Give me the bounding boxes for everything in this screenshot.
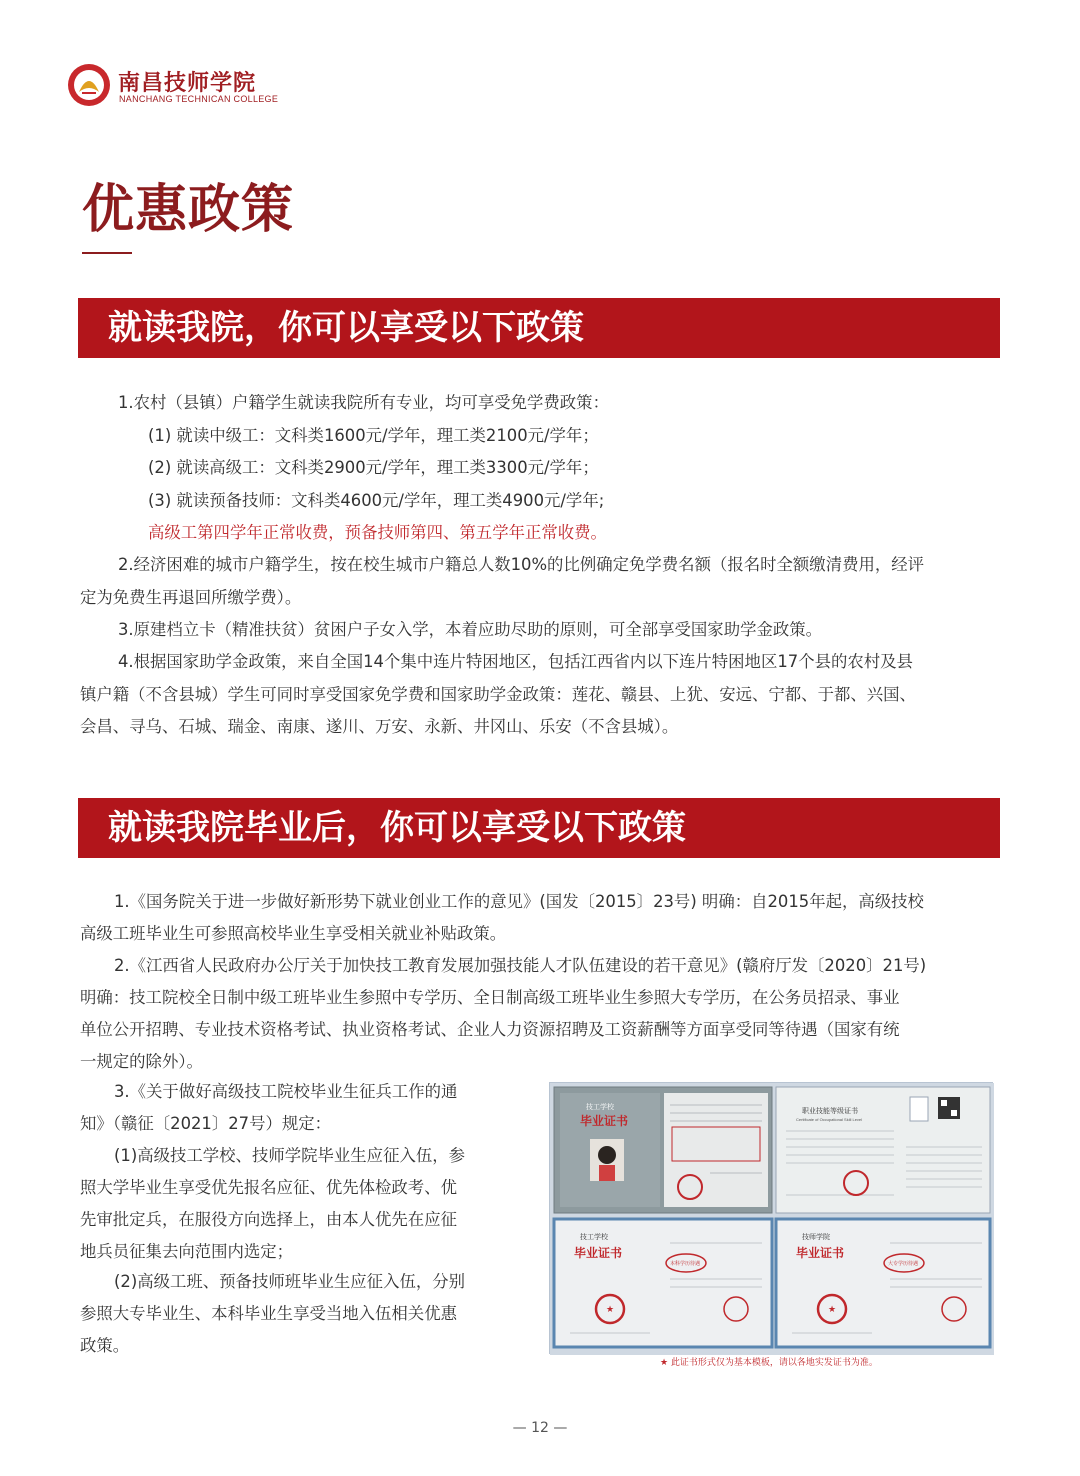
- section1-line: 会昌、寻乌、石城、瑞金、南康、遂川、万安、永新、井冈山、乐安（不含县城）。: [80, 717, 679, 736]
- section1-line: (3) 就读预备技师：文科类4600元/学年，理工类4900元/学年;: [148, 491, 605, 510]
- section1-line: (2) 就读高级工：文科类2900元/学年，理工类3300元/学年；: [148, 458, 599, 477]
- page-title: 优惠政策: [82, 179, 295, 240]
- college-emblem-icon: [66, 62, 112, 108]
- section2-line: 知》（赣征〔2021〕27号）规定：: [80, 1114, 332, 1133]
- certificate-samples-image: [549, 1082, 993, 1354]
- section1-line: 2.经济困难的城市户籍学生，按在校生城市户籍总人数10%的比例确定免学费名额（报名时全额缴清费用，经评: [118, 555, 925, 574]
- star-icon: ★: [606, 1305, 615, 1315]
- college-logo: [66, 62, 286, 110]
- card4-title: 毕业证书: [796, 1246, 845, 1260]
- title-underline: [82, 252, 132, 254]
- college-name-en: NANCHANG TECHNICAN COLLEGE: [119, 94, 279, 104]
- section2-line: 照大学毕业生享受优先报名应征、优先体检政考、优: [80, 1178, 457, 1197]
- section2-line: 政策。: [80, 1336, 130, 1355]
- section1-line: 镇户籍（不含县城）学生可同时享受国家免学费和国家助学金政策：莲花、赣县、上犹、安远、宁都、于都、兴国、: [80, 685, 916, 704]
- section1-banner: 就读我院，你可以享受以下政策: [78, 298, 1000, 358]
- section2-line: 1.《国务院关于进一步做好新形势下就业创业工作的意见》(国发〔2015〕23号) 明确：自2015年起，高级技校: [114, 892, 924, 911]
- section2-line: 3.《关于做好高级技工院校毕业生征兵工作的通: [114, 1082, 458, 1101]
- page-number: — 12 —: [512, 1420, 568, 1436]
- section2-line: 高级工班毕业生可参照高校毕业生享受相关就业补贴政策。: [80, 924, 507, 943]
- section1-line: 1.农村（县镇）户籍学生就读我院所有专业，均可享受免学费政策：: [118, 393, 609, 412]
- section1-line: (1) 就读中级工：文科类1600元/学年，理工类2100元/学年；: [148, 426, 599, 445]
- card2-title: 职业技能等级证书: [802, 1107, 858, 1115]
- section1-highlight-line: 高级工第四学年正常收费，预备技师第四、第五学年正常收费。: [148, 523, 607, 542]
- section2-line: 先审批定兵，在服役方向选择上，由本人优先在应征: [80, 1210, 457, 1229]
- card1-title: 毕业证书: [580, 1114, 629, 1128]
- section2-line: (2)高级工班、预备技师班毕业生应征入伍，分别: [114, 1272, 466, 1291]
- certificate-samples-graphic: [550, 1083, 994, 1355]
- card2-subtitle: Certificate of Occupational Skill Level: [796, 1117, 863, 1122]
- section1-line: 定为免费生再退回所缴学费）。: [80, 588, 302, 607]
- card3-title: 毕业证书: [574, 1246, 623, 1260]
- section2-line: 明确：技工院校全日制中级工班毕业生参照中专学历、全日制高级工班毕业生参照大专学历，在公务员招录、事业: [80, 988, 900, 1007]
- section2-line: 地兵员征集去向范围内选定；: [80, 1242, 294, 1261]
- section2-line: 一规定的除外）。: [80, 1052, 203, 1071]
- section2-line: (1)高级技工学校、技师学院毕业生应征入伍，参: [114, 1146, 466, 1165]
- section1-line: 3.原建档立卡（精准扶贫）贫困户子女入学，本着应助尽助的原则，可全部享受国家助学金政策。: [118, 620, 823, 639]
- card4-stamp: 大专学历待遇: [888, 1261, 919, 1267]
- card3-stamp: 本科学历待遇: [670, 1261, 701, 1267]
- section2-line: 单位公开招聘、专业技术资格考试、执业资格考试、企业人力资源招聘及工资薪酬等方面享受同等待遇（国家有统: [80, 1020, 900, 1039]
- card4-school: 技师学院: [802, 1233, 830, 1241]
- card3-school: 技工学校: [580, 1233, 608, 1241]
- section2-line: 2.《江西省人民政府办公厅关于加快技工教育发展加强技能人才队伍建设的若干意见》(赣府厅发〔2020〕21号): [114, 956, 927, 975]
- section1-line: 4.根据国家助学金政策，来自全国14个集中连片特困地区，包括江西省内以下连片特困地区17个县的农村及县: [118, 652, 913, 671]
- section2-banner: 就读我院毕业后，你可以享受以下政策: [78, 798, 1000, 858]
- section2-line: 参照大专毕业生、本科毕业生享受当地入伍相关优惠: [80, 1304, 457, 1323]
- college-name-cn: 南昌技师学院: [118, 70, 257, 96]
- card1-school: 技工学校: [586, 1103, 614, 1111]
- certificate-note: ★ 此证书形式仅为基本模板，请以各地实发证书为准。: [660, 1358, 878, 1368]
- star-icon: ★: [828, 1305, 837, 1315]
